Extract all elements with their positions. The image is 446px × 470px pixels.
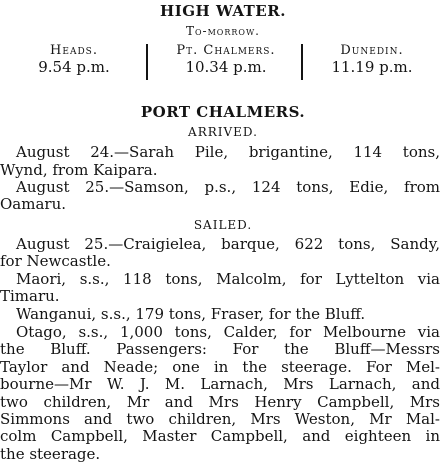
sailing-line: August 25.—Craigielea, barque, 622 tons, Sandy, (16, 235, 440, 253)
tide-column-dunedin (310, 42, 434, 76)
tide-time: 11.19 p.m. (331, 58, 413, 76)
sailing-line: bourne—Mr W. J. M. Larnach, Mrs Larnach, and (0, 375, 440, 393)
arrival-line: August 24.—Sarah Pile, brigantine, 114 tons, (16, 143, 440, 161)
arrived-heading: ARRIVED. (188, 125, 258, 139)
tide-time: 9.54 p.m. (38, 58, 110, 76)
tide-column-heads (14, 42, 134, 76)
sailing-line: Simmons and two children, Mrs Weston, Mr Mal- (0, 410, 440, 428)
sailing-line: Taylor and Neade; one in the steerage. For Mel- (0, 358, 440, 376)
sailing-line: the steerage. (0, 445, 101, 463)
tide-time: 10.34 p.m. (185, 58, 267, 76)
tide-place-label: Pt. Chalmers. (176, 43, 276, 58)
column-divider (146, 44, 148, 80)
tide-place-label: Dunedin. (340, 43, 404, 58)
sailing-line: Maori, s.s., 118 tons, Malcolm, for Lyttelton via (16, 270, 440, 288)
port-chalmers-title: PORT CHALMERS. (140, 103, 306, 121)
tide-column-port-chalmers (152, 42, 300, 76)
sailing-line: two children, Mr and Mrs Henry Campbell, Mrs (0, 393, 440, 411)
sailing-line: Otago, s.s., 1,000 tons, Calder, for Melbourne via (16, 323, 440, 341)
sailing-line: the Bluff. Passengers: For the Bluff—Messrs (0, 340, 440, 358)
high-water-title: HIGH WATER. (160, 2, 286, 20)
sailed-heading: SAILED. (193, 218, 253, 232)
sailing-line: colm Campbell, Master Campbell, and eighteen in (0, 427, 440, 445)
arrival-line: Wynd, from Kaipara. (0, 161, 158, 179)
tide-place-label: Heads. (50, 43, 98, 58)
sailing-line: Timaru. (0, 287, 60, 305)
column-divider (301, 44, 303, 80)
arrival-line: Oamaru. (0, 195, 67, 213)
sailing-line: Wanganui, s.s., 179 tons, Fraser, for the Bluff. (16, 305, 366, 323)
sailing-line: for Newcastle. (0, 252, 111, 270)
arrival-line: August 25.—Samson, p.s., 124 tons, Edie, from (16, 178, 440, 196)
high-water-subtitle: To-morrow. (185, 24, 260, 38)
